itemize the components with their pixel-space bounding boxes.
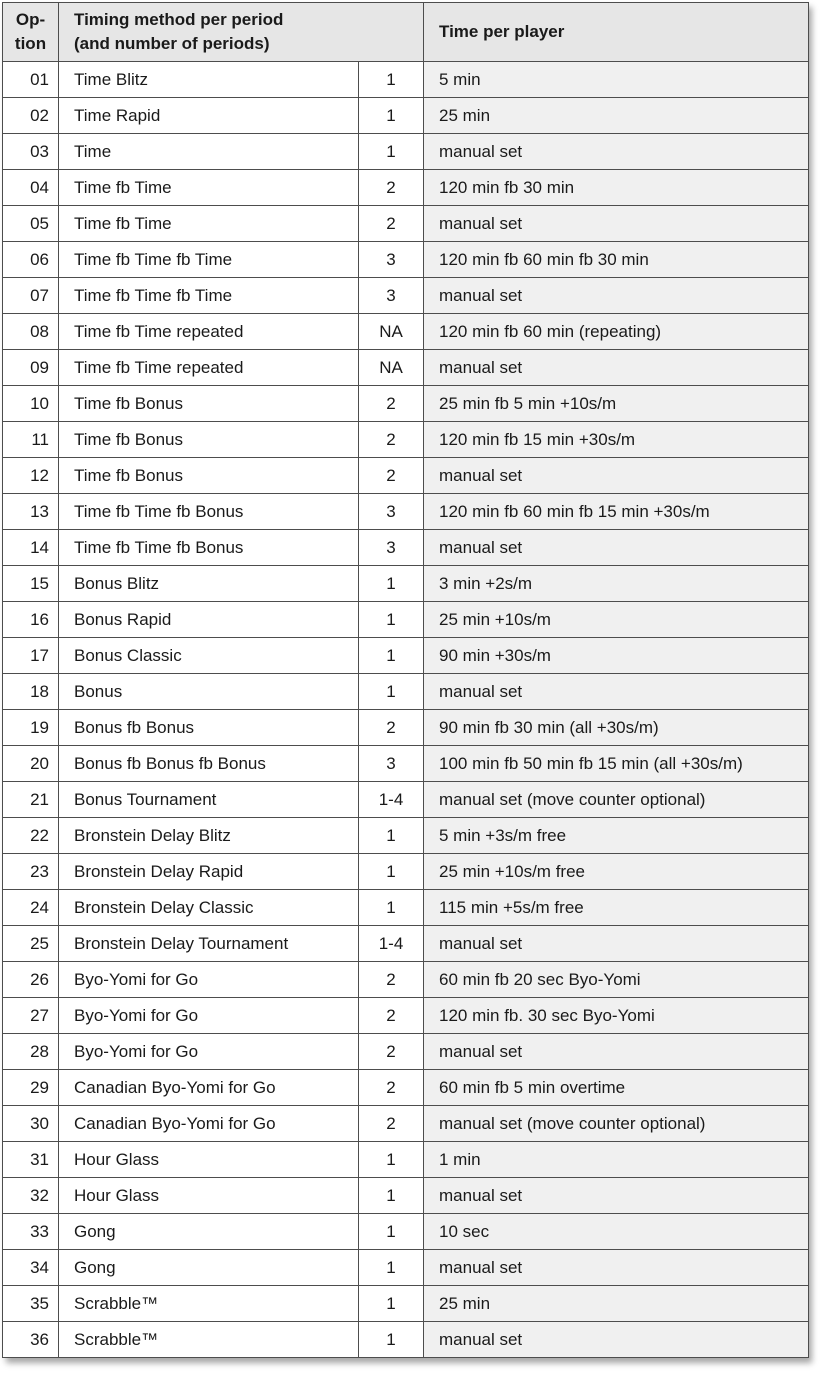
method-cell: Gong (59, 1250, 359, 1286)
timing-options-table (2, 2, 809, 1358)
table-row (3, 602, 809, 638)
method-cell: Bonus fb Bonus (59, 710, 359, 746)
time-per-player-cell: 25 min +10s/m free (424, 854, 809, 890)
header-timing-method (59, 3, 424, 62)
periods-cell: 3 (359, 494, 424, 530)
method-cell: Byo-Yomi for Go (59, 1034, 359, 1070)
time-per-player-cell: manual set (424, 134, 809, 170)
table-row (3, 962, 809, 998)
time-per-player-cell: 90 min fb 30 min (all +30s/m) (424, 710, 809, 746)
periods-cell: 2 (359, 422, 424, 458)
option-cell: 03 (3, 134, 59, 170)
periods-cell: 3 (359, 530, 424, 566)
method-cell: Time fb Bonus (59, 422, 359, 458)
option-cell: 30 (3, 1106, 59, 1142)
method-cell: Time Blitz (59, 62, 359, 98)
option-cell: 32 (3, 1178, 59, 1214)
periods-cell: 2 (359, 1106, 424, 1142)
option-cell: 19 (3, 710, 59, 746)
periods-cell: 2 (359, 386, 424, 422)
method-cell: Bonus Rapid (59, 602, 359, 638)
periods-cell: 1 (359, 1322, 424, 1358)
table-row (3, 854, 809, 890)
table-row (3, 458, 809, 494)
option-cell: 15 (3, 566, 59, 602)
method-cell: Time fb Bonus (59, 458, 359, 494)
periods-cell: 1 (359, 1250, 424, 1286)
table-row (3, 1034, 809, 1070)
table-row (3, 1322, 809, 1358)
method-cell: Byo-Yomi for Go (59, 998, 359, 1034)
method-cell: Time fb Time (59, 206, 359, 242)
periods-cell: 1 (359, 566, 424, 602)
time-per-player-cell: 120 min fb. 30 sec Byo-Yomi (424, 998, 809, 1034)
time-per-player-cell: 120 min fb 60 min fb 30 min (424, 242, 809, 278)
option-cell: 12 (3, 458, 59, 494)
time-per-player-cell: manual set (424, 350, 809, 386)
table-row (3, 242, 809, 278)
method-cell: Canadian Byo-Yomi for Go (59, 1070, 359, 1106)
method-cell: Time fb Time fb Time (59, 278, 359, 314)
option-cell: 31 (3, 1142, 59, 1178)
method-cell: Time Rapid (59, 98, 359, 134)
time-per-player-cell: 1 min (424, 1142, 809, 1178)
time-per-player-cell: manual set (424, 1034, 809, 1070)
periods-cell: 1 (359, 1142, 424, 1178)
option-cell: 14 (3, 530, 59, 566)
time-per-player-cell: 5 min +3s/m free (424, 818, 809, 854)
table-row (3, 1250, 809, 1286)
option-cell: 23 (3, 854, 59, 890)
option-cell: 24 (3, 890, 59, 926)
periods-cell: 1 (359, 1214, 424, 1250)
time-per-player-cell: 25 min fb 5 min +10s/m (424, 386, 809, 422)
time-per-player-cell: 25 min (424, 1286, 809, 1322)
table-row (3, 1142, 809, 1178)
table-row (3, 1214, 809, 1250)
table-row (3, 170, 809, 206)
method-cell: Time fb Bonus (59, 386, 359, 422)
method-cell: Time fb Time (59, 170, 359, 206)
option-cell: 33 (3, 1214, 59, 1250)
method-cell: Canadian Byo-Yomi for Go (59, 1106, 359, 1142)
periods-cell: 2 (359, 170, 424, 206)
time-per-player-cell: 120 min fb 15 min +30s/m (424, 422, 809, 458)
periods-cell: NA (359, 350, 424, 386)
option-cell: 08 (3, 314, 59, 350)
periods-cell: 1 (359, 638, 424, 674)
option-cell: 34 (3, 1250, 59, 1286)
method-cell: Time (59, 134, 359, 170)
time-per-player-cell: manual set (424, 926, 809, 962)
time-per-player-cell: 25 min +10s/m (424, 602, 809, 638)
table-row (3, 422, 809, 458)
time-per-player-cell: 120 min fb 60 min (repeating) (424, 314, 809, 350)
method-cell: Gong (59, 1214, 359, 1250)
periods-cell: 1-4 (359, 926, 424, 962)
periods-cell: 1 (359, 674, 424, 710)
header-method-line1: Timing method per period (74, 10, 284, 29)
method-cell: Bonus (59, 674, 359, 710)
time-per-player-cell: manual set (424, 1322, 809, 1358)
periods-cell: 1 (359, 98, 424, 134)
periods-cell: NA (359, 314, 424, 350)
table-row (3, 350, 809, 386)
option-cell: 22 (3, 818, 59, 854)
table-row (3, 1286, 809, 1322)
method-cell: Scrabble™ (59, 1322, 359, 1358)
periods-cell: 3 (359, 746, 424, 782)
option-cell: 17 (3, 638, 59, 674)
table-row (3, 1178, 809, 1214)
time-per-player-cell: manual set (424, 458, 809, 494)
table-row (3, 386, 809, 422)
periods-cell: 3 (359, 278, 424, 314)
periods-cell: 1 (359, 818, 424, 854)
method-cell: Bonus Tournament (59, 782, 359, 818)
table-row (3, 1106, 809, 1142)
time-per-player-cell: 10 sec (424, 1214, 809, 1250)
time-per-player-cell: 115 min +5s/m free (424, 890, 809, 926)
periods-cell: 2 (359, 998, 424, 1034)
table-row (3, 62, 809, 98)
option-cell: 10 (3, 386, 59, 422)
header-option-line2: tion (14, 34, 47, 53)
option-cell: 25 (3, 926, 59, 962)
method-cell: Time fb Time repeated (59, 314, 359, 350)
option-cell: 21 (3, 782, 59, 818)
method-cell: Bronstein Delay Rapid (59, 854, 359, 890)
table-row (3, 674, 809, 710)
method-cell: Byo-Yomi for Go (59, 962, 359, 998)
option-cell: 02 (3, 98, 59, 134)
table-row (3, 98, 809, 134)
method-cell: Time fb Time fb Bonus (59, 494, 359, 530)
table-row (3, 134, 809, 170)
option-cell: 26 (3, 962, 59, 998)
option-cell: 01 (3, 62, 59, 98)
method-cell: Hour Glass (59, 1142, 359, 1178)
option-cell: 18 (3, 674, 59, 710)
periods-cell: 1 (359, 1178, 424, 1214)
time-per-player-cell: manual set (424, 278, 809, 314)
option-cell: 09 (3, 350, 59, 386)
time-per-player-cell: manual set (424, 530, 809, 566)
table-row (3, 818, 809, 854)
method-cell: Hour Glass (59, 1178, 359, 1214)
time-per-player-cell: manual set (424, 674, 809, 710)
table-header (3, 3, 809, 62)
option-cell: 05 (3, 206, 59, 242)
periods-cell: 1 (359, 602, 424, 638)
time-per-player-cell: manual set (424, 206, 809, 242)
time-per-player-cell: manual set (424, 1250, 809, 1286)
periods-cell: 2 (359, 1070, 424, 1106)
option-cell: 16 (3, 602, 59, 638)
option-cell: 27 (3, 998, 59, 1034)
table-row (3, 206, 809, 242)
option-cell: 35 (3, 1286, 59, 1322)
table-row (3, 566, 809, 602)
table-row (3, 890, 809, 926)
table-row (3, 710, 809, 746)
time-per-player-cell: 100 min fb 50 min fb 15 min (all +30s/m) (424, 746, 809, 782)
periods-cell: 1 (359, 134, 424, 170)
periods-cell: 2 (359, 206, 424, 242)
method-cell: Scrabble™ (59, 1286, 359, 1322)
option-cell: 29 (3, 1070, 59, 1106)
table-row (3, 998, 809, 1034)
time-per-player-cell: 60 min fb 20 sec Byo-Yomi (424, 962, 809, 998)
timing-options-table-frame (2, 2, 808, 1358)
periods-cell: 2 (359, 710, 424, 746)
time-per-player-cell: manual set (move counter optional) (424, 782, 809, 818)
table-row (3, 1070, 809, 1106)
header-row (3, 3, 809, 62)
method-cell: Bonus Blitz (59, 566, 359, 602)
header-option-line1: Op- (15, 10, 46, 29)
time-per-player-cell: 60 min fb 5 min overtime (424, 1070, 809, 1106)
periods-cell: 1 (359, 890, 424, 926)
method-cell: Bonus Classic (59, 638, 359, 674)
table-row (3, 278, 809, 314)
periods-cell: 1 (359, 854, 424, 890)
method-cell: Time fb Time fb Bonus (59, 530, 359, 566)
time-per-player-cell: 120 min fb 60 min fb 15 min +30s/m (424, 494, 809, 530)
time-per-player-cell: 120 min fb 30 min (424, 170, 809, 206)
table-row (3, 530, 809, 566)
option-cell: 11 (3, 422, 59, 458)
option-cell: 20 (3, 746, 59, 782)
header-method-line2: (and number of periods) (74, 34, 270, 53)
method-cell: Time fb Time repeated (59, 350, 359, 386)
method-cell: Bronstein Delay Tournament (59, 926, 359, 962)
time-per-player-cell: 90 min +30s/m (424, 638, 809, 674)
option-cell: 36 (3, 1322, 59, 1358)
table-row (3, 926, 809, 962)
periods-cell: 3 (359, 242, 424, 278)
header-time-per-player: Time per player (424, 3, 809, 62)
time-per-player-cell: 5 min (424, 62, 809, 98)
table-row (3, 314, 809, 350)
option-cell: 28 (3, 1034, 59, 1070)
table-row (3, 782, 809, 818)
option-cell: 06 (3, 242, 59, 278)
time-per-player-cell: 25 min (424, 98, 809, 134)
table-row (3, 494, 809, 530)
option-cell: 07 (3, 278, 59, 314)
header-option (3, 3, 59, 62)
table-body (3, 62, 809, 1358)
periods-cell: 2 (359, 1034, 424, 1070)
periods-cell: 1-4 (359, 782, 424, 818)
option-cell: 04 (3, 170, 59, 206)
option-cell: 13 (3, 494, 59, 530)
table-row (3, 638, 809, 674)
time-per-player-cell: manual set (move counter optional) (424, 1106, 809, 1142)
method-cell: Bonus fb Bonus fb Bonus (59, 746, 359, 782)
periods-cell: 1 (359, 62, 424, 98)
time-per-player-cell: manual set (424, 1178, 809, 1214)
method-cell: Bronstein Delay Classic (59, 890, 359, 926)
periods-cell: 2 (359, 962, 424, 998)
table-row (3, 746, 809, 782)
method-cell: Bronstein Delay Blitz (59, 818, 359, 854)
periods-cell: 2 (359, 458, 424, 494)
time-per-player-cell: 3 min +2s/m (424, 566, 809, 602)
method-cell: Time fb Time fb Time (59, 242, 359, 278)
periods-cell: 1 (359, 1286, 424, 1322)
